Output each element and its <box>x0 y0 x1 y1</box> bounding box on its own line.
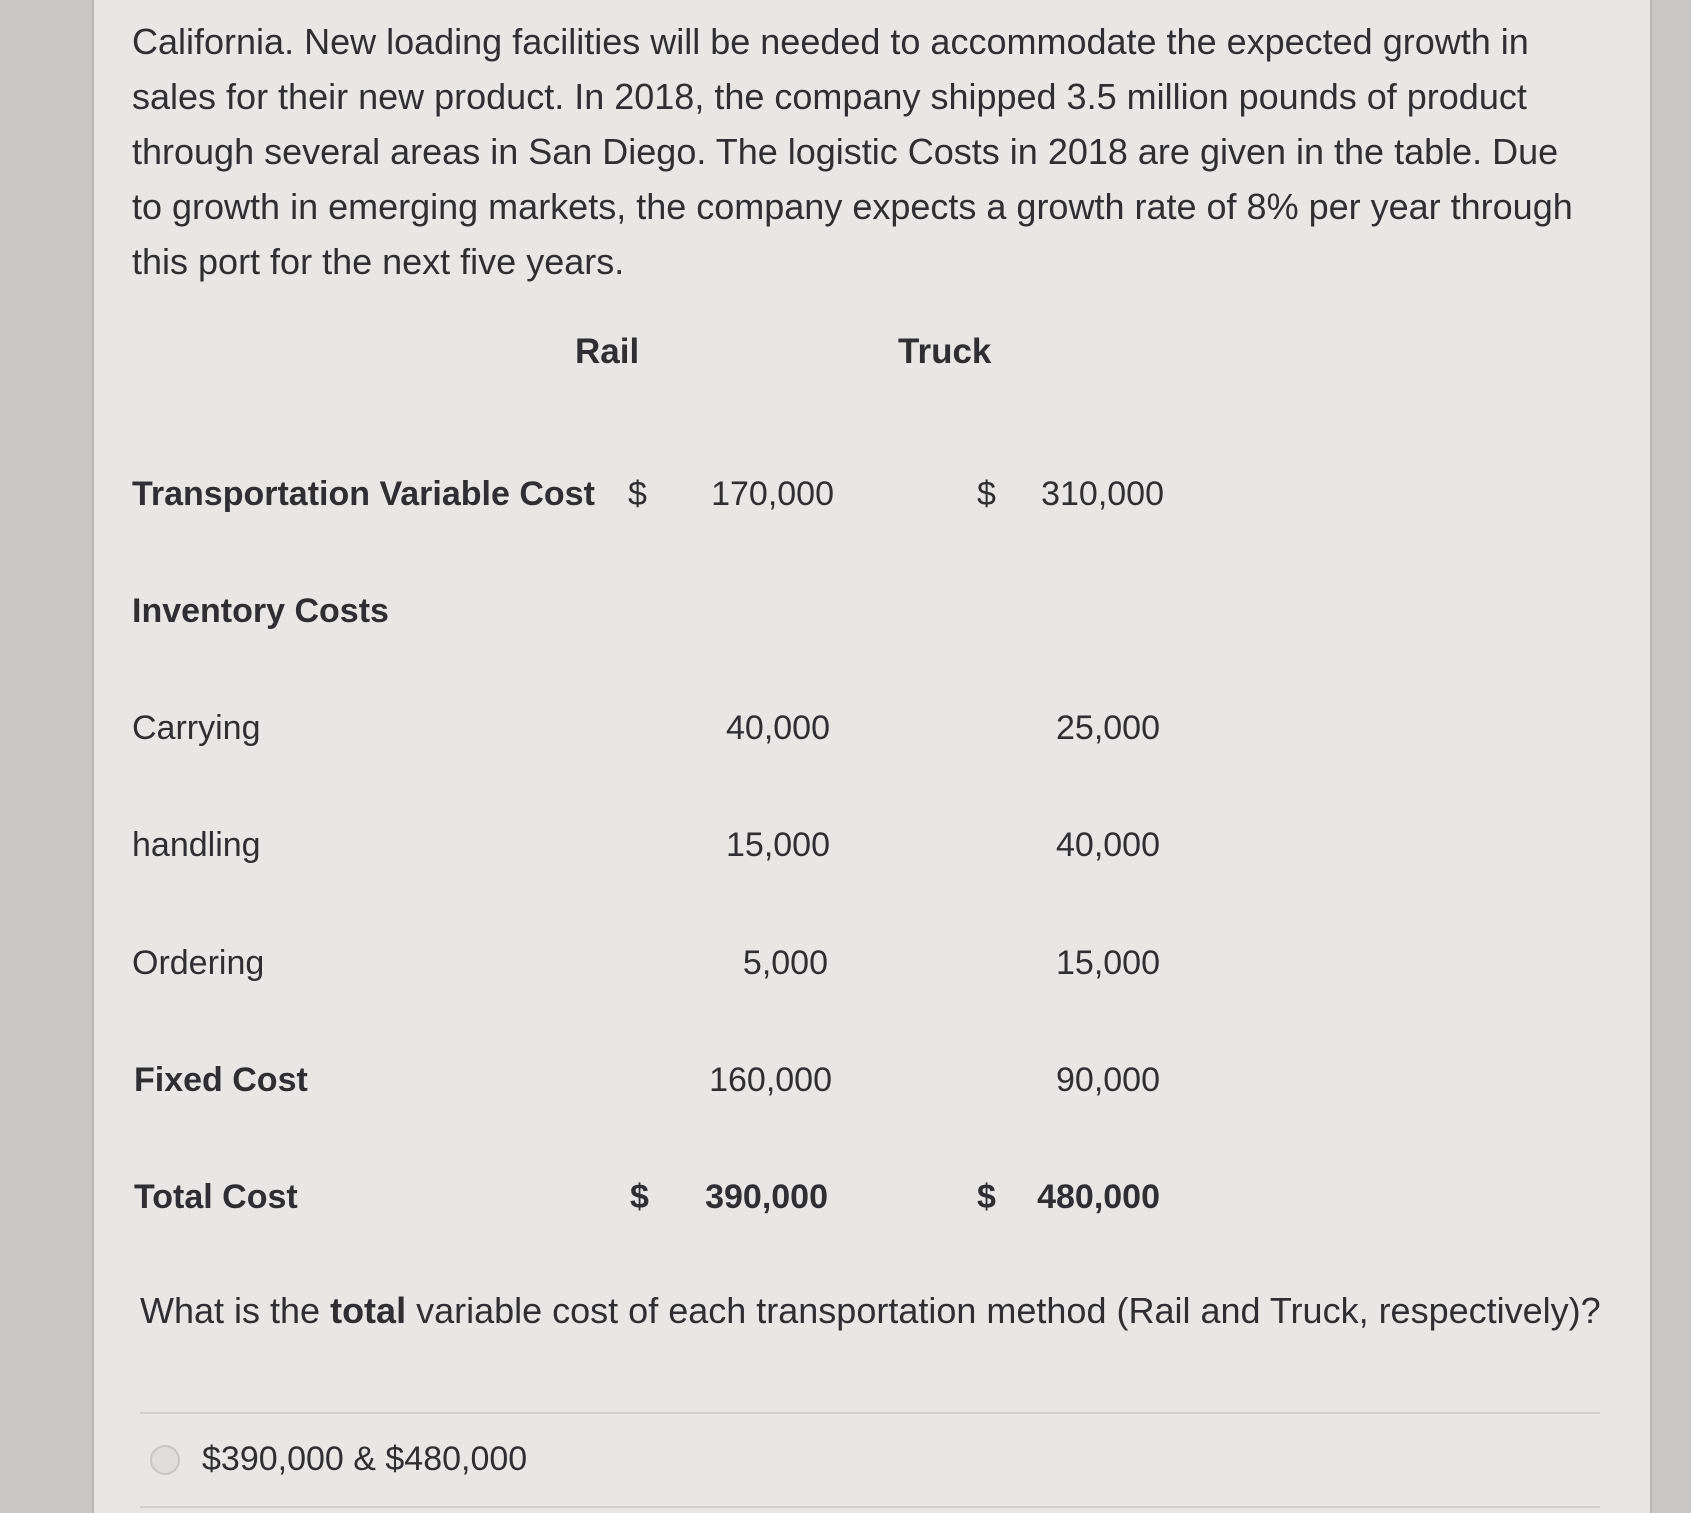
truck-handling-value: 40,000 <box>1056 826 1160 864</box>
truck-transportation-value: 310,000 <box>1041 475 1164 513</box>
prompt-emphasis: total <box>330 1290 407 1331</box>
truck-ordering-value: 15,000 <box>1056 944 1160 982</box>
rail-handling-value: 15,000 <box>726 826 830 864</box>
row-label-transportation: Transportation Variable Cost <box>132 475 595 513</box>
prompt-text-end: variable cost of each transportation method (Rail and Truck, respectively)? <box>406 1290 1601 1331</box>
currency-symbol: $ <box>630 1178 649 1216</box>
truck-carrying-value: 25,000 <box>1056 709 1160 747</box>
answer-option[interactable] <box>150 1440 527 1479</box>
rail-fixed-value: 160,000 <box>709 1061 832 1099</box>
rail-ordering-value: 5,000 <box>742 944 828 982</box>
truck-fixed-value: 90,000 <box>1056 1061 1160 1099</box>
currency-symbol: $ <box>977 1178 996 1216</box>
truck-total-value: 480,000 <box>1037 1178 1160 1216</box>
row-label-carrying: Carrying <box>132 709 261 747</box>
question-prompt <box>140 1290 1601 1332</box>
radio-button[interactable] <box>150 1445 180 1475</box>
answer-option-label: $390,000 & $480,000 <box>202 1440 528 1478</box>
answer-divider <box>140 1506 1600 1508</box>
rail-carrying-value: 40,000 <box>726 709 830 747</box>
rail-total-value: 390,000 <box>705 1178 828 1216</box>
currency-symbol: $ <box>628 475 647 513</box>
row-label-ordering: Ordering <box>132 944 265 982</box>
question-panel <box>92 0 1652 1513</box>
currency-symbol: $ <box>977 475 996 513</box>
question-intro: California. New loading facilities will be needed to accommodate the expected growth in sales for their new product. In 2018, the company shipped 3.5 million pounds of product through several areas in San Diego. The logistic Costs in 2018 are given in the table. Due to growth in emerging markets, the company expects a growth rate of 8% per year through this port for the next five years. <box>132 21 1573 282</box>
row-label-fixed-cost: Fixed Cost <box>134 1061 308 1099</box>
answer-divider <box>140 1412 1600 1414</box>
row-label-total-cost: Total Cost <box>134 1178 298 1216</box>
rail-transportation-value: 170,000 <box>711 475 834 513</box>
row-label-inventory-costs: Inventory Costs <box>132 592 389 630</box>
column-header-rail: Rail <box>575 332 640 371</box>
prompt-text-start: What is the <box>140 1290 331 1331</box>
column-header-truck: Truck <box>898 332 992 371</box>
row-label-handling: handling <box>132 826 261 864</box>
